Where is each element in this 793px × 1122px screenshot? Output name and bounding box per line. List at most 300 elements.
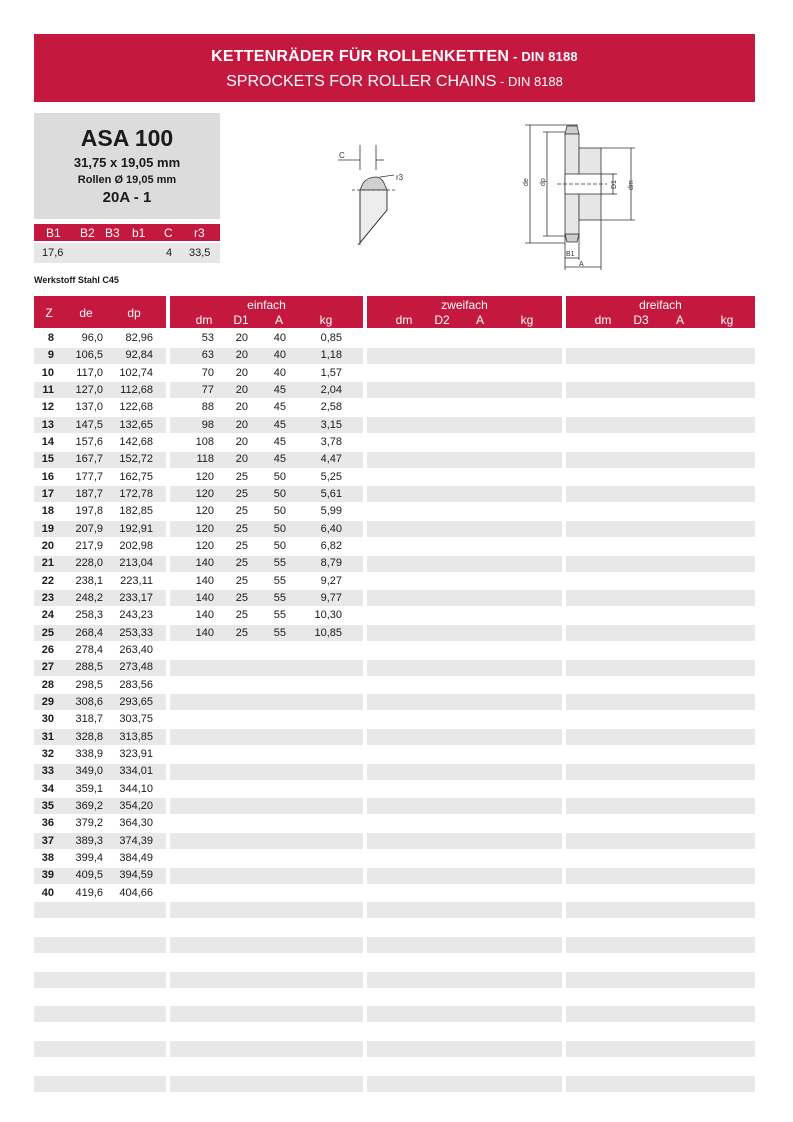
cell-de: 127,0 [75,383,103,396]
title-german: KETTENRÄDER FÜR ROLLENKETTEN - DIN 8188 [211,48,578,65]
cell-z: 13 [41,418,54,431]
cell-de: 248,2 [75,591,103,604]
cell-a [226,1075,286,1091]
row-stripe [367,1041,562,1057]
header-kg: kg [720,313,734,327]
header-de: de [79,306,93,320]
header-b3: B3 [105,226,120,240]
cell-kg: 9,27 [320,574,342,587]
row-stripe [367,937,562,953]
cell-a [226,867,286,883]
cell-de: 419,6 [75,886,103,899]
cell-dm: 140 [195,626,214,639]
cell-z: 22 [41,574,54,587]
cell-dm: 120 [195,539,214,552]
header-d1: D1 [233,313,249,327]
row-stripe [566,1076,755,1092]
cell-z: 40 [41,886,54,899]
header-z: Z [45,306,53,320]
cell-de: 197,8 [75,505,103,518]
row-stripe [367,972,562,988]
header-b1-small: b1 [132,226,146,240]
cell-dp: 92,84 [125,349,153,362]
cell-dp [93,1041,153,1057]
cell-d1: 20 [235,453,248,466]
cell-a [226,659,286,675]
cell-a [226,1006,286,1022]
cell-dp: 253,33 [119,626,153,639]
cell-a [226,711,286,727]
cell-a [226,1023,286,1039]
header-b1: B1 [46,226,61,240]
value-b1: 17,6 [42,247,64,259]
header-d2: D2 [434,313,450,327]
cell-z: 37 [41,834,54,847]
tooth-profile-diagram [330,145,420,250]
chain-dimensions: 31,75 x 19,05 mm [73,155,181,170]
cell-a: 55 [273,574,286,587]
cell-dp [93,1006,153,1022]
cell-a: 45 [273,401,286,414]
cell-z: 24 [41,609,54,622]
main-header-left [34,296,166,328]
cell-de: 238,1 [75,574,103,587]
row-stripe [566,694,755,710]
cell-a [226,781,286,797]
cell-kg: 9,77 [320,591,342,604]
cell-dp: 102,74 [119,366,153,379]
cell-dp: 82,96 [125,332,153,344]
row-stripe [367,590,562,606]
row-stripe [367,694,562,710]
cell-z: 19 [41,522,54,535]
cell-a [226,937,286,953]
cell-z: 36 [41,817,54,830]
cell-kg [282,850,342,866]
cell-kg [282,971,342,987]
cell-a [226,694,286,710]
row-stripe [367,521,562,537]
header-kg: kg [319,313,333,327]
cell-dp: 313,85 [119,730,153,743]
cell-de: 137,0 [75,401,103,414]
cell-z: 31 [41,730,54,743]
cell-dp [93,989,153,1005]
cell-kg [282,867,342,883]
label-d1: D1 [611,180,618,189]
cell-z: 20 [41,539,54,552]
cell-dp: 223,11 [120,574,153,587]
cell-d1: 25 [235,487,248,500]
label-a: A [579,261,584,268]
row-stripe [566,1006,755,1022]
cell-kg: 5,25 [320,470,342,483]
cell-kg [282,1023,342,1039]
cell-de: 288,5 [75,661,103,674]
group-dreifach: dreifach [639,298,682,312]
cell-z: 38 [41,851,54,864]
tooth-dim-header [34,224,220,241]
cell-d1: 25 [235,591,248,604]
chain-code: 20A - 1 [102,189,152,206]
row-stripe [367,625,562,641]
cell-kg: 2,04 [320,383,342,396]
cell-dp [93,971,153,987]
cell-z: 29 [41,695,54,708]
row-stripe [367,764,562,780]
cell-kg [282,711,342,727]
cell-kg: 4,47 [320,453,342,466]
cell-d1: 25 [235,574,248,587]
label-de: de [523,178,530,186]
header-d3: D3 [633,313,649,327]
label-dm: dm [628,180,635,190]
row-stripe [367,833,562,849]
cell-de: 106,5 [75,349,103,362]
row-stripe [566,486,755,502]
cell-kg: 6,40 [320,522,342,535]
cell-a: 55 [273,591,286,604]
cell-de: 167,7 [75,453,103,466]
cell-de: 157,6 [75,435,103,448]
row-stripe [566,764,755,780]
cell-a [226,954,286,970]
title-english: SPROCKETS FOR ROLLER CHAINS - DIN 8188 [226,73,563,90]
cell-dp: 354,20 [119,799,153,812]
cell-a [226,642,286,658]
cell-dp: 202,98 [119,539,153,552]
title-banner [34,34,755,102]
cell-z: 33 [41,765,54,778]
value-r3: 33,5 [189,247,211,259]
cell-de: 369,2 [75,799,103,812]
cell-z: 32 [41,747,54,760]
cell-kg [282,1093,342,1109]
row-stripe [367,417,562,433]
main-header-einfach [170,296,363,328]
cell-a [226,850,286,866]
cell-kg: 8,79 [320,557,342,570]
cell-z: 23 [41,591,54,604]
cell-kg [282,659,342,675]
cell-de: 318,7 [75,713,103,726]
cell-dp [93,937,153,953]
cell-d1: 25 [235,539,248,552]
cell-kg [282,746,342,762]
cell-dp: 192,91 [119,522,153,535]
cell-d1: 20 [235,401,248,414]
cell-kg [282,763,342,779]
row-stripe [566,348,755,364]
cell-a: 40 [273,349,286,362]
cell-dp: 374,39 [119,834,153,847]
cell-a: 45 [273,435,286,448]
cell-d1: 20 [235,332,248,344]
cell-dp: 162,75 [119,470,153,483]
cell-dm: 120 [195,522,214,535]
header-dm: dm [395,313,413,327]
cell-dp: 233,17 [119,591,153,604]
cell-dm: 120 [195,505,214,518]
cell-kg [282,1058,342,1074]
cell-de: 228,0 [75,557,103,570]
row-stripe [566,417,755,433]
cell-dp [93,1023,153,1039]
cell-kg [282,798,342,814]
row-stripe [367,556,562,572]
header-dm: dm [195,313,213,327]
cell-dm: 63 [201,349,214,362]
cell-d1: 20 [235,366,248,379]
cell-dp: 213,04 [119,557,153,570]
cell-z: 9 [47,349,54,362]
cell-a [226,815,286,831]
cell-z: 16 [41,470,54,483]
chain-name: ASA 100 [80,125,174,151]
label-b1: B1 [566,251,575,258]
cell-z: 39 [41,869,54,882]
cell-dp: 283,56 [119,678,153,691]
cell-a [226,902,286,918]
cell-kg [282,694,342,710]
row-stripe [566,902,755,918]
row-stripe [367,1076,562,1092]
cell-d1: 20 [235,383,248,396]
cell-de: 258,3 [75,609,103,622]
label-c: C [339,151,345,160]
cell-kg [282,937,342,953]
cell-a: 55 [273,626,286,639]
row-stripe [367,798,562,814]
cell-de: 96,0 [81,332,103,344]
cell-de: 359,1 [75,782,103,795]
row-stripe [566,729,755,745]
cell-kg [282,989,342,1005]
row-stripe [566,382,755,398]
row-stripe [367,902,562,918]
cell-de: 117,0 [76,366,103,379]
cell-a [226,746,286,762]
row-stripe [566,833,755,849]
row-stripe [566,798,755,814]
cell-dp: 243,23 [119,609,153,622]
cell-a [226,885,286,901]
cell-a: 55 [273,557,286,570]
cell-z: 8 [47,332,54,344]
cell-z: 35 [41,799,54,812]
cell-z: 34 [41,782,54,795]
cell-de: 349,0 [75,765,103,778]
header-kg: kg [520,313,534,327]
header-a: A [675,313,684,327]
cell-de: 328,8 [75,730,103,743]
cell-d1: 25 [235,505,248,518]
cell-dm: 120 [195,470,214,483]
cell-dp: 303,75 [119,713,153,726]
cell-dp: 394,59 [119,869,153,882]
cell-dm: 140 [195,574,214,587]
cell-kg: 2,58 [320,401,342,414]
cell-a: 45 [273,453,286,466]
roller-diameter: Rollen Ø 19,05 mm [77,174,177,186]
row-stripe [566,521,755,537]
cell-de: 278,4 [75,643,103,656]
cell-dp: 132,65 [119,418,153,431]
cell-a: 40 [273,332,286,344]
cell-kg: 0,85 [320,332,342,344]
row-stripe [566,937,755,953]
cell-d1: 25 [235,626,248,639]
cell-dm: 118 [196,453,214,466]
row-stripe [566,625,755,641]
cell-z: 26 [41,643,54,656]
cell-a: 50 [273,539,286,552]
cell-d1: 20 [235,435,248,448]
cell-z: 10 [41,366,54,379]
chain-spec-box [34,113,220,219]
cell-a [226,677,286,693]
cell-dp: 182,85 [119,505,153,518]
group-einfach: einfach [247,298,286,312]
cell-a: 40 [273,366,286,379]
cell-kg [282,1075,342,1091]
cell-d1: 25 [235,470,248,483]
cell-a [226,729,286,745]
sprocket-section-diagram [515,120,640,275]
cell-d1: 25 [235,609,248,622]
cell-dp: 112,68 [120,383,153,396]
row-stripe [566,868,755,884]
cell-kg: 10,30 [314,609,342,622]
row-stripe [367,868,562,884]
cell-d1: 25 [235,522,248,535]
row-stripe [367,1006,562,1022]
label-dp: dp [540,178,547,186]
header-dm: dm [594,313,612,327]
cell-dp: 172,78 [119,487,153,500]
cell-de: 217,9 [75,539,103,552]
cell-z: 28 [41,678,54,691]
cell-a: 45 [273,418,286,431]
cell-z: 12 [41,401,54,414]
cell-dm: 53 [201,332,214,344]
cell-a [226,919,286,935]
cell-de: 399,4 [75,851,103,864]
cell-z: 18 [41,505,54,518]
cell-dp: 323,91 [119,747,153,760]
row-stripe [367,486,562,502]
row-stripe [566,1041,755,1057]
cell-de: 177,7 [75,470,103,483]
cell-dp [93,919,153,935]
cell-d1: 25 [235,557,248,570]
cell-dm: 88 [201,401,214,414]
cell-kg: 3,15 [320,418,342,431]
row-stripe [367,348,562,364]
cell-a [226,989,286,1005]
cell-dp [93,1058,153,1074]
header-a: A [475,313,484,327]
cell-dp: 344,10 [119,782,153,795]
cell-dp: 384,49 [119,851,153,864]
cell-z: 15 [41,453,54,466]
cell-kg: 5,61 [320,487,342,500]
cell-z: 14 [41,435,54,448]
cell-dp: 293,65 [119,695,153,708]
material-note: Werkstoff Stahl C45 [34,275,119,285]
cell-kg [282,642,342,658]
cell-de: 298,5 [75,678,103,691]
cell-a: 45 [273,383,286,396]
cell-kg: 1,18 [320,349,342,362]
cell-a: 50 [273,505,286,518]
cell-dp [93,902,153,918]
cell-a [226,798,286,814]
cell-d1: 20 [235,418,248,431]
cell-de: 308,6 [75,695,103,708]
cell-kg: 6,82 [320,539,342,552]
cell-kg [282,781,342,797]
cell-dm: 70 [201,366,214,379]
cell-a [226,1058,286,1074]
header-r3: r3 [194,226,205,240]
cell-dm: 98 [201,418,214,431]
cell-de: 389,3 [75,834,103,847]
cell-dp: 152,72 [119,453,153,466]
cell-dm: 120 [195,487,214,500]
cell-de: 268,4 [75,626,103,639]
cell-dp [93,954,153,970]
cell-dm: 140 [195,557,214,570]
cell-a: 50 [273,487,286,500]
cell-kg [282,729,342,745]
row-stripe [566,660,755,676]
cell-de: 147,5 [75,418,103,431]
label-r3: r3 [396,173,404,182]
row-stripe [566,972,755,988]
cell-z: 25 [41,626,54,639]
cell-dp: 364,30 [119,817,153,830]
cell-de: 187,7 [75,487,103,500]
cell-z: 17 [41,487,54,500]
cell-dm: 140 [195,609,214,622]
cell-dp: 142,68 [119,435,153,448]
cell-de: 207,9 [75,522,103,535]
cell-kg: 3,78 [320,435,342,448]
cell-kg: 1,57 [320,366,342,379]
row-stripe [367,452,562,468]
row-stripe [367,660,562,676]
row-stripe [566,452,755,468]
cell-d1: 20 [235,349,248,362]
cell-a: 50 [273,470,286,483]
header-b2: B2 [80,226,95,240]
main-header-dreifach [566,296,755,328]
cell-dm: 140 [195,591,214,604]
cell-dp: 122,68 [119,401,153,414]
cell-dp [93,1075,153,1091]
cell-kg [282,919,342,935]
cell-z: 30 [41,713,54,726]
cell-kg [282,885,342,901]
cell-a: 50 [273,522,286,535]
cell-a [226,833,286,849]
cell-de: 379,2 [75,817,103,830]
cell-dm: 108 [195,435,214,448]
cell-kg [282,954,342,970]
cell-dp: 404,66 [119,886,153,899]
cell-kg: 10,85 [314,626,342,639]
